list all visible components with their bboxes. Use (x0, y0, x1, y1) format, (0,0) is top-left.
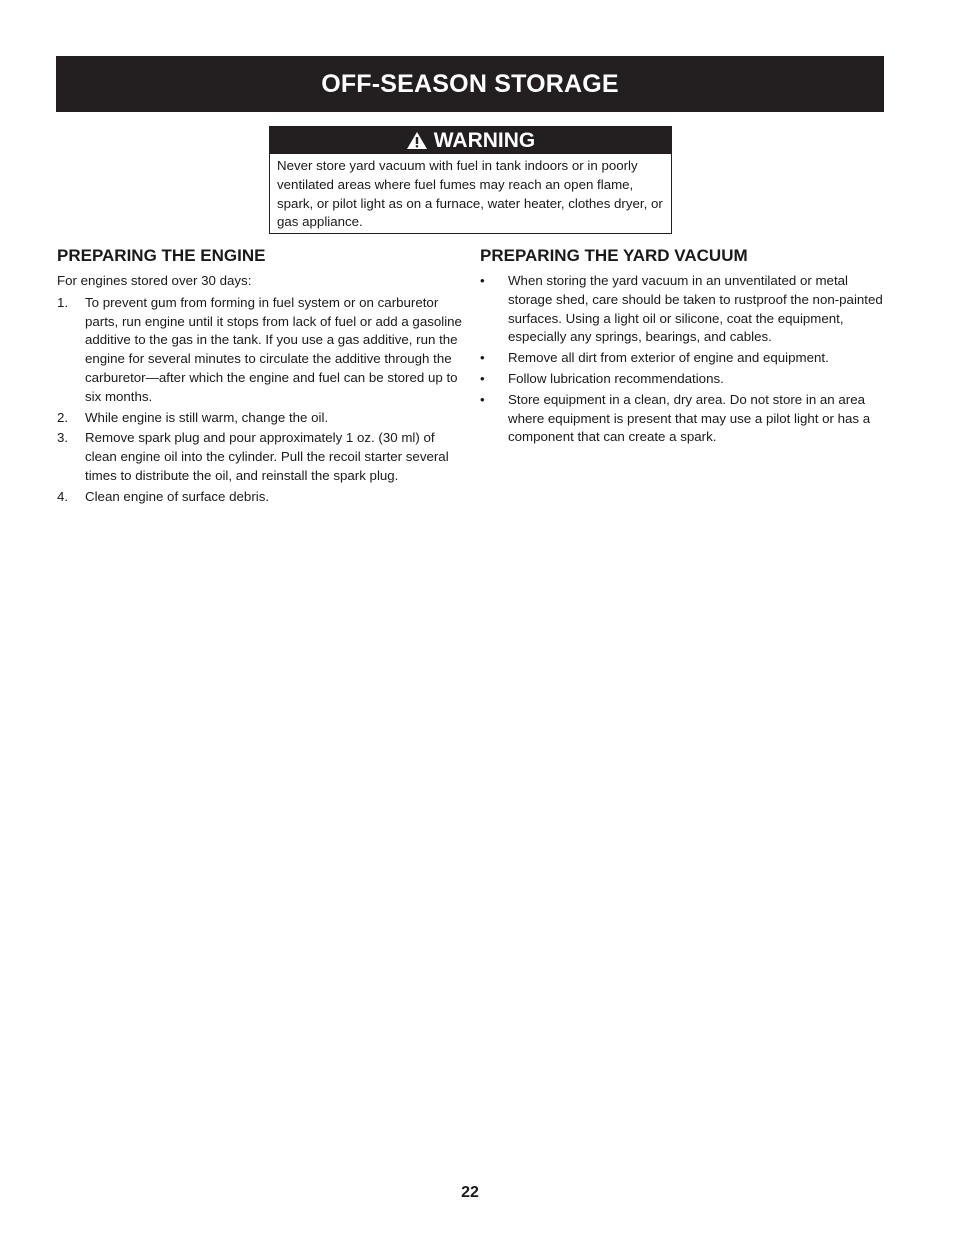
step-text: Clean engine of surface debris. (85, 488, 270, 504)
list-item (57, 294, 462, 407)
step-number: 1. (57, 294, 69, 310)
warning-label: WARNING (433, 128, 536, 152)
page-number: 22 (461, 1184, 479, 1201)
bullet-text: When storing the yard vacuum in an unventilated or metal storage shed, care should be taken to rustproof the non-painted surfaces. Using a light oil or silicone, coat the equipment, especially any springs, bearings, and cables. (508, 273, 883, 345)
engine-section (57, 246, 462, 509)
page-title: OFF-SEASON STORAGE (321, 69, 619, 98)
yard-vacuum-section (480, 246, 885, 449)
step-number: 4. (57, 488, 69, 504)
list-item (480, 370, 885, 389)
bullet-icon: • (480, 370, 485, 386)
bullet-icon: • (480, 350, 485, 366)
step-number: 2. (57, 409, 69, 425)
step-number: 3. (57, 430, 69, 446)
bullet-text: Remove all dirt from exterior of engine and equipment. (508, 350, 829, 366)
step-text: To prevent gum from forming in fuel system or on carburetor parts, run engine until it stops from lack of fuel or add a gasoline additive to the gas in the tank. If you use a gas additive, run the engine for several minutes to circulate the additive through the carburetor—after which the engine and fuel can be stored up to six months. (85, 294, 462, 404)
list-item (57, 409, 462, 428)
yard-vacuum-list (480, 272, 885, 447)
list-item (480, 349, 885, 368)
list-item (480, 272, 885, 347)
warning-box (269, 126, 672, 234)
bullet-text: Store equipment in a clean, dry area. Do not store in an area where equipment is present that may use a pilot light or has a component that can create a spark. (508, 391, 871, 445)
engine-steps-list (57, 294, 462, 507)
bullet-icon: • (480, 391, 485, 407)
bullet-text: Follow lubrication recommendations. (508, 370, 724, 386)
engine-heading: PREPARING THE ENGINE (57, 246, 266, 265)
yard-vacuum-heading: PREPARING THE YARD VACUUM (480, 246, 748, 265)
step-text: While engine is still warm, change the oil. (85, 409, 329, 425)
engine-intro: For engines stored over 30 days: (57, 273, 252, 288)
warning-text: Never store yard vacuum with fuel in tank indoors or in poorly ventilated areas where fuel fumes may reach an open flame, spark, or pilot light as on a furnace, water heater, clothes dryer, or gas appliance. (277, 158, 663, 230)
section-title-bar (56, 56, 884, 112)
list-item (57, 488, 462, 507)
step-text: Remove spark plug and pour approximately 1 oz. (30 ml) of clean engine oil into the cylinder. Pull the recoil starter several times to distribute the oil, and reinstall the spark plug. (85, 430, 449, 483)
warning-triangle-icon (406, 131, 428, 150)
list-item (57, 429, 462, 485)
warning-header (270, 127, 671, 154)
bullet-icon: • (480, 273, 485, 288)
list-item (480, 391, 885, 447)
